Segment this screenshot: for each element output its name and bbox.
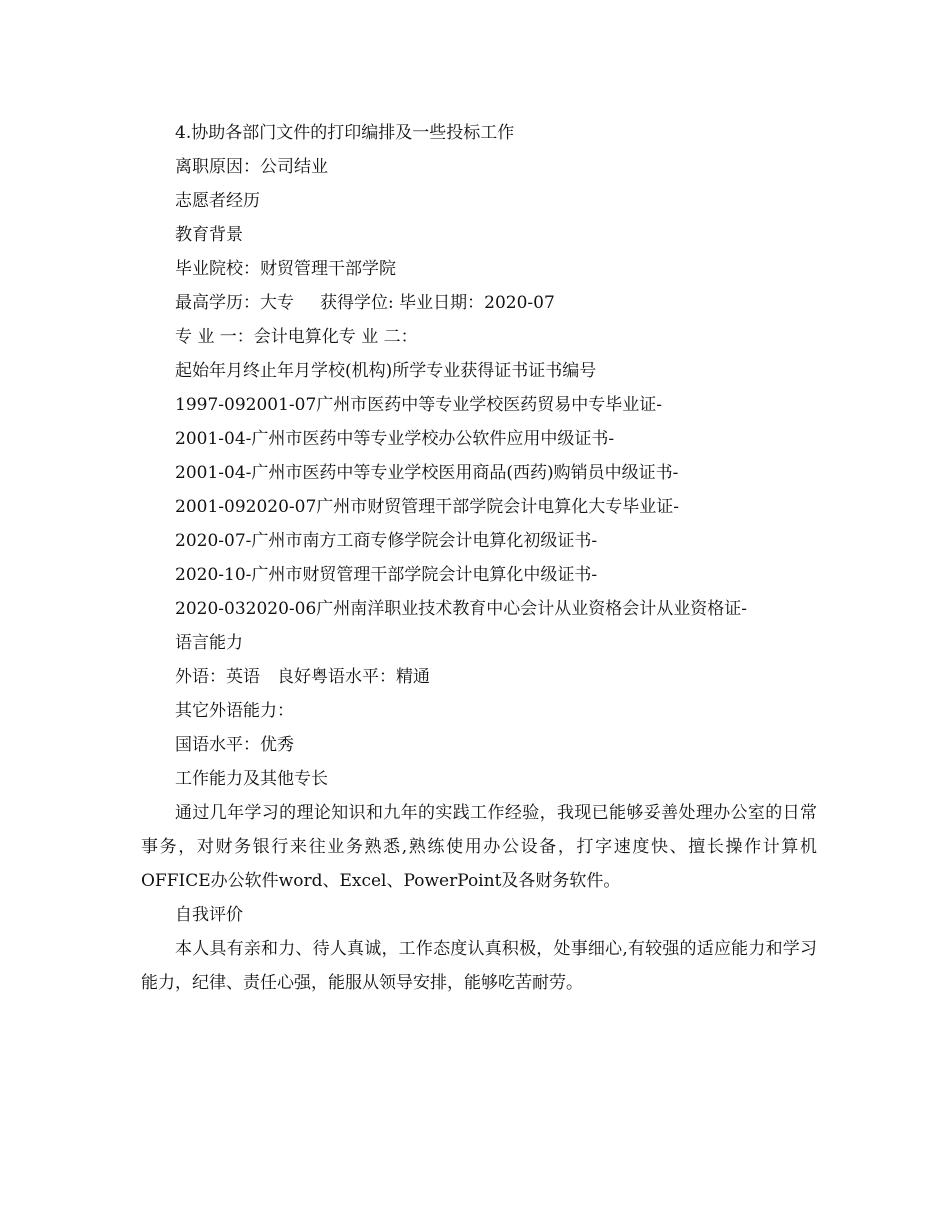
certificate-table-header: 起始年月终止年月学校(机构)所学专业获得证书证书编号 bbox=[175, 361, 597, 381]
leaving-reason: 离职原因：公司结业 bbox=[175, 157, 328, 177]
certificate-row: 1997-092001-07广州市医药中等专业学校医药贸易中专毕业证- bbox=[175, 395, 663, 415]
other-language-line: 其它外语能力： bbox=[175, 701, 294, 721]
certificate-row: 2020-032020-06广州南洋职业技术教育中心会计从业资格会计从业资格证- bbox=[175, 599, 748, 619]
volunteer-heading: 志愿者经历 bbox=[175, 191, 260, 211]
document-body bbox=[141, 116, 817, 1000]
certificate-row: 2001-092020-07广州市财贸管理干部学院会计电算化大专毕业证- bbox=[175, 497, 680, 517]
degree-and-date: 获得学位: 毕业日期：2020-07 bbox=[320, 293, 555, 313]
foreign-language-line bbox=[141, 660, 817, 694]
certificate-row: 2020-07-广州市南方工商专修学院会计电算化初级证书- bbox=[175, 531, 598, 551]
education-heading: 教育背景 bbox=[175, 225, 243, 245]
certificate-row: 2001-04-广州市医药中等专业学校医用商品(西药)购销员中级证书- bbox=[175, 463, 679, 483]
skills-heading: 工作能力及其他专长 bbox=[175, 769, 328, 789]
duty-item-4: 4.协助各部门文件的打印编排及一些投标工作 bbox=[175, 123, 515, 143]
skills-paragraph: 通过几年学习的理论知识和九年的实践工作经验，我现已能够妥善处理办公室的日常事务，对财务银行来往业务熟悉,熟练使用办公设备，打字速度快、擅长操作计算机OFFICE办公软件word、Excel、PowerPoint及各财务软件。 bbox=[141, 803, 817, 891]
self-evaluation-paragraph: 本人具有亲和力、待人真诚，工作态度认真积极，处事细心,有较强的适应能力和学习能力，纪律、责任心强，能服从领导安排，能够吃苦耐劳。 bbox=[141, 939, 817, 993]
mandarin-line: 国语水平：优秀 bbox=[175, 735, 294, 755]
foreign-language: 外语：英语 bbox=[175, 667, 260, 687]
degree-line bbox=[141, 286, 817, 320]
certificate-row: 2001-04-广州市医药中等专业学校办公软件应用中级证书- bbox=[175, 429, 615, 449]
self-evaluation-heading: 自我评价 bbox=[175, 905, 243, 925]
highest-education: 最高学历：大专 bbox=[175, 293, 294, 313]
language-heading: 语言能力 bbox=[175, 633, 243, 653]
certificate-row: 2020-10-广州市财贸管理干部学院会计电算化中级证书- bbox=[175, 565, 598, 585]
graduate-school: 毕业院校：财贸管理干部学院 bbox=[175, 259, 396, 279]
cantonese-level: 良好粤语水平：精通 bbox=[277, 667, 430, 687]
major-line: 专 业 一：会计电算化专 业 二： bbox=[175, 327, 418, 347]
